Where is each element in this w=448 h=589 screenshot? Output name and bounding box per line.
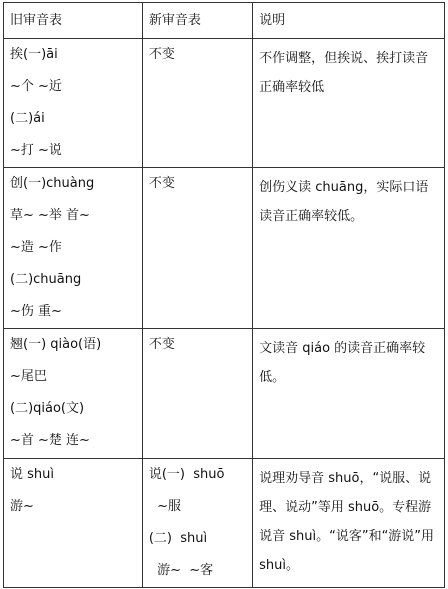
header-old-table: 旧审音表 bbox=[4, 3, 143, 39]
new-cell bbox=[142, 329, 252, 459]
old-line: ~个 ~近 bbox=[10, 79, 62, 94]
new-cell bbox=[142, 168, 252, 329]
old-line: ~造 ~作 bbox=[10, 240, 62, 255]
new-line: 说(一) shuō bbox=[148, 467, 225, 482]
table-row bbox=[4, 329, 445, 459]
table-row bbox=[4, 168, 445, 329]
note-cell bbox=[253, 39, 445, 168]
old-line: ~尾巴 bbox=[10, 369, 47, 384]
old-line: 创(一)chuàng bbox=[10, 176, 95, 191]
new-cell bbox=[142, 39, 252, 168]
note-text: 说理劝导音 shuō，“说服、说理、说动”等用 shuō。专程游说音 shuì。“说客”和“游说”用 shuì。 bbox=[259, 471, 435, 573]
note-cell bbox=[253, 329, 445, 459]
old-line: (二)qiáo(文) bbox=[10, 401, 85, 416]
old-cell bbox=[4, 459, 143, 588]
new-line: 游~ ~客 bbox=[148, 563, 214, 578]
old-line: ~伤 重~ bbox=[10, 304, 62, 319]
note-text: 文读音 qiáo 的读音正确率较低。 bbox=[259, 341, 426, 385]
old-line: ~首 ~楚 连~ bbox=[10, 433, 90, 448]
new-line: 不变 bbox=[148, 337, 175, 352]
note-text: 不作调整，但挨说、挨打读音正确率较低 bbox=[259, 51, 429, 95]
old-line: 挨(一)āi bbox=[10, 47, 58, 62]
note-cell bbox=[253, 168, 445, 329]
pronunciation-table bbox=[3, 2, 445, 588]
old-cell bbox=[4, 329, 143, 459]
table-row bbox=[4, 459, 445, 588]
old-line: 说 shuì bbox=[10, 467, 54, 482]
new-line: ~服 bbox=[148, 499, 182, 514]
header-note: 说明 bbox=[253, 3, 445, 39]
old-line: (二)ái bbox=[10, 111, 45, 126]
old-cell bbox=[4, 39, 143, 168]
note-cell bbox=[253, 459, 445, 588]
old-cell bbox=[4, 168, 143, 329]
note-text: 创伤义读 chuāng，实际口语读音正确率较低。 bbox=[259, 180, 429, 224]
old-line: 草~ ~举 首~ bbox=[10, 208, 90, 223]
table-row bbox=[4, 39, 445, 168]
new-line: (二) shuì bbox=[148, 531, 208, 546]
new-line: 不变 bbox=[148, 176, 175, 191]
new-line: 不变 bbox=[148, 47, 175, 62]
old-line: 游~ bbox=[10, 499, 34, 514]
header-new-table: 新审音表 bbox=[142, 3, 252, 39]
old-line: (二)chuāng bbox=[10, 272, 82, 287]
new-cell bbox=[142, 459, 252, 588]
header-row bbox=[4, 3, 445, 39]
old-line: 翘(一) qiào(语) bbox=[10, 337, 102, 352]
old-line: ~打 ~说 bbox=[10, 143, 62, 158]
